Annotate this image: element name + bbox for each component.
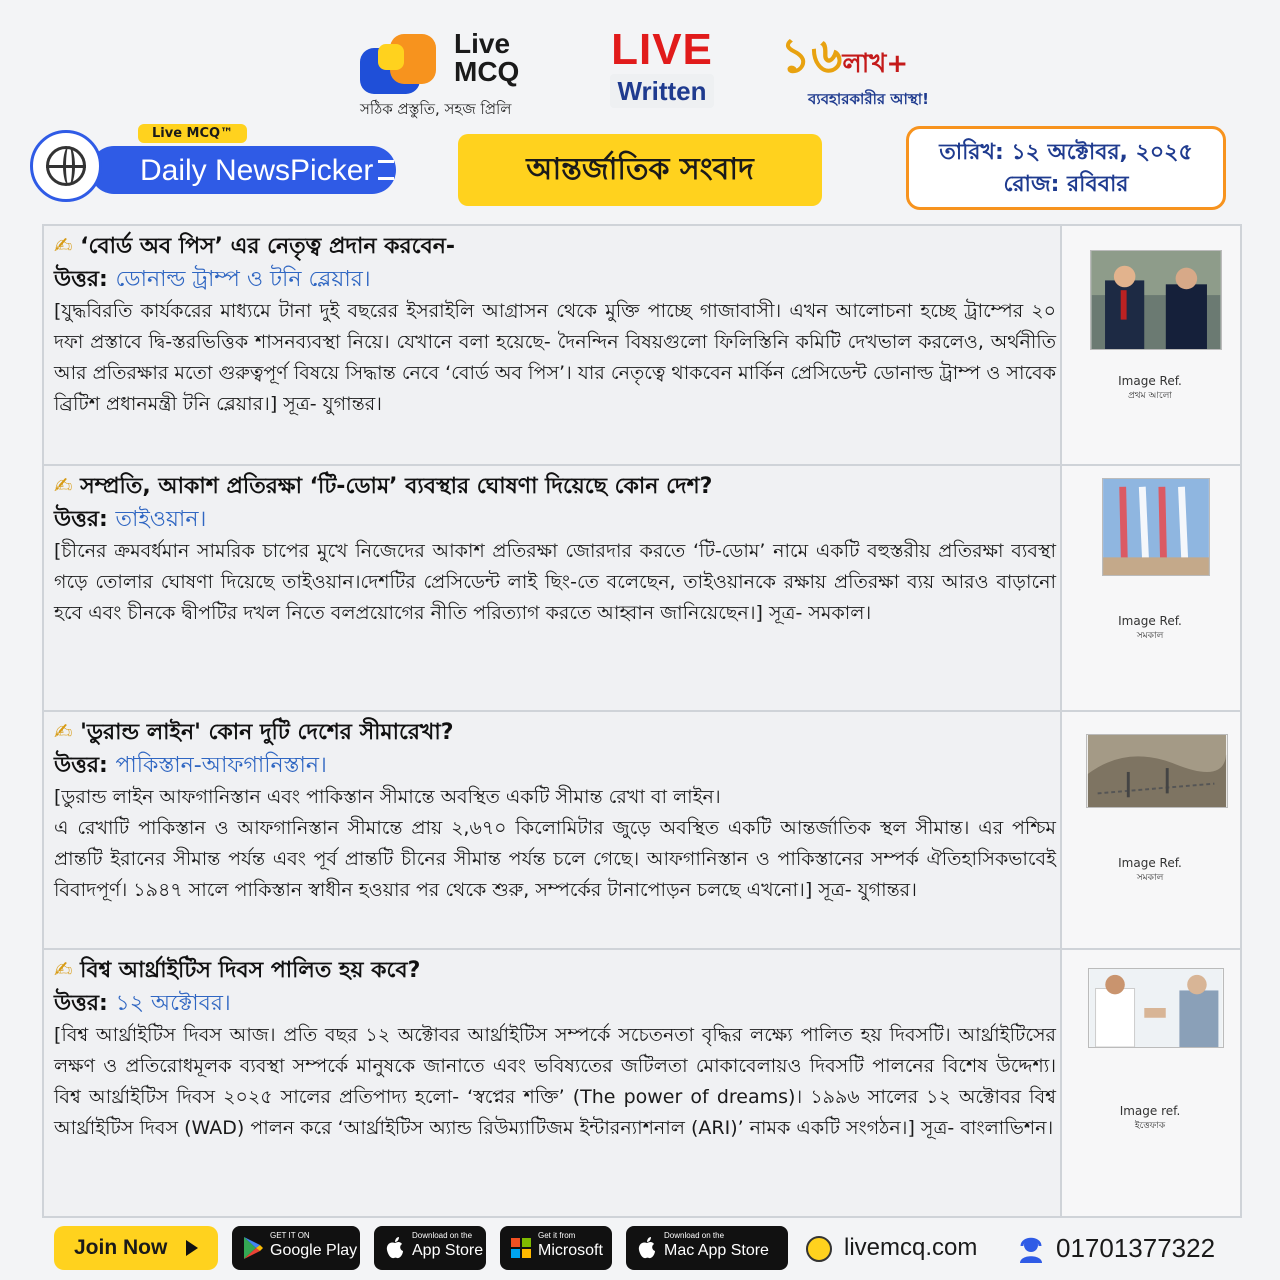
question: ✍ সম্প্রতি, আকাশ প্রতিরক্ষা ‘টি-ডোম’ ব্যবস্থার ঘোষণা দিয়েছে কোন দেশ? — [54, 474, 713, 499]
news-item-text — [54, 716, 1056, 906]
image-source: প্রথম আলো — [1128, 391, 1172, 401]
image-ref-cell — [1060, 950, 1240, 1216]
writing-hand-icon: ✍ — [54, 720, 73, 745]
livemcq-chip: Live MCQ™ — [138, 124, 247, 143]
google-play-small: GET IT ON — [270, 1231, 310, 1240]
microsoft-small: Get it from — [538, 1231, 576, 1240]
support-agent-icon — [1016, 1234, 1046, 1264]
image-source: ইত্তেফাক — [1134, 1121, 1166, 1131]
news-photo — [1088, 968, 1224, 1048]
app-store-big: App Store — [412, 1242, 484, 1259]
join-now-label: Join Now — [74, 1236, 168, 1259]
image-ref-cell — [1060, 712, 1240, 948]
explanation-line1: [ডুরান্ড লাইন আফগানিস্তান এবং পাকিস্তান সীমান্তে অবস্থিত একটি সীমান্ত রেখা বা লাইন। — [54, 786, 721, 808]
microsoft-big: Microsoft — [538, 1242, 603, 1259]
writing-hand-icon: ✍ — [54, 958, 73, 983]
live-label: LIVE — [611, 25, 713, 74]
writing-hand-icon: ✍ — [54, 474, 73, 499]
users-suffix: লাখ+ — [842, 49, 909, 79]
google-play-button[interactable] — [232, 1226, 360, 1270]
day-line: রোজ: রবিবার — [1003, 172, 1129, 197]
news-item — [44, 950, 1240, 1216]
news-item-text — [54, 230, 1056, 420]
newspicker-title: Daily NewsPicker — [140, 154, 374, 187]
website-text: livemcq.com — [844, 1234, 978, 1261]
news-item-text — [54, 954, 1056, 1144]
category-title: আন্তর্জাতিক সংবাদ — [458, 134, 822, 206]
image-ref-cell — [1060, 466, 1240, 710]
writing-hand-icon: ✍ — [54, 234, 73, 259]
footer — [0, 1222, 1280, 1280]
answer — [54, 264, 1056, 296]
news-globe-icon — [30, 130, 102, 202]
play-arrow-icon — [186, 1240, 198, 1256]
news-photo — [1086, 734, 1228, 808]
mac-app-store-button[interactable] — [626, 1226, 788, 1270]
image-ref: Image Ref. সমকাল — [1062, 614, 1238, 644]
explanation: এ রেখাটি পাকিস্তান ও আফগানিস্তান সীমান্তে প্রায় ২,৬৭০ কিলোমিটার জুড়ে অবস্থিত একটি আন্তর্জাতিক স্থল সীমান্ত। এর পশ্চিম প্রান্তটি ইরানের সীমান্ত পর্যন্ত এবং পূর্ব প্রান্তটি চীনের সীমান্ত পর্যন্ত চলে গেছে। আফগানিস্তান ও পাকিস্তানের সম্পর্ক ঐতিহাসিকভাবেই বিবাদপূর্ণ। ১৯৪৭ সালে পাকিস্তান স্বাধীন হওয়ার পর থেকে শুরু, সম্পর্কের টানাপোড়ন চলছে এখনো।] সূত্র- যুগান্তর। — [54, 817, 1056, 901]
news-item — [44, 466, 1240, 712]
microsoft-store-button[interactable] — [500, 1226, 612, 1270]
answer — [54, 988, 1056, 1020]
question: ✍ ‘বোর্ড অব পিস’ এর নেতৃত্ব প্রদান করবেন- — [54, 234, 455, 259]
brand-name-line2: MCQ — [454, 56, 520, 87]
globe-icon — [806, 1236, 832, 1262]
news-photo — [1090, 250, 1222, 350]
app-store-button[interactable] — [374, 1226, 486, 1270]
users-trust-badge — [780, 28, 970, 118]
daily-newspicker-badge — [30, 124, 400, 214]
live-written-badge — [610, 26, 714, 116]
answer-value: পাকিস্তান-আফগানিস্তান। — [115, 753, 327, 778]
explanation: [যুদ্ধবিরতি কার্যকরের মাধ্যমে টানা দুই বছরের ইসরাইলি আগ্রাসন থেকে মুক্তি পাচ্ছে গাজাবাসী। এখন আলোচনা হচ্ছে ট্রাম্পের ২০ দফা প্রস্তাবে দ্বি-স্তরভিত্তিক শাসনব্যবস্থা নিয়ে। যেখানে বলা হয়েছে- দৈনন্দিন বিষয়গুলো ফিলিস্তিনি কমিটি দেখভাল করলেও, অর্থনীতি আর প্রতিরক্ষার মতো গুরুত্বপূর্ণ বিষয়ে সিদ্ধান্ত নেবে ‘বোর্ড অব পিস’। যার নেতৃত্বে থাকবেন মার্কিন প্রেসিডেন্ট ডোনাল্ড ট্রাম্প ও সাবেক ব্রিটিশ প্রধানমন্ত্রী টনি ব্লেয়ার।] সূত্র- যুগান্তর। — [54, 300, 1056, 415]
users-count: ১৬ — [780, 28, 843, 84]
question: ✍ 'ডুরান্ড লাইন' কোন দুটি দেশের সীমারেখা? — [54, 720, 454, 745]
explanation: [চীনের ক্রমবর্ধমান সামরিক চাপের মুখে নিজেদের আকাশ প্রতিরক্ষা জোরদার করতে ‘টি-ডোম’ নামে একটি বহুস্তরীয় প্রতিরক্ষা ব্যবস্থা গড়ে তোলার ঘোষণা দিয়েছে তাইওয়ান।দেশটির প্রেসিডেন্ট লাই ছিং-তে বলেছেন, তাইওয়ানকে রক্ষায় প্রতিরক্ষা ব্যয় আরও বাড়ানো হবে এবং চীনকে দ্বীপটির দখল নিতে বলপ্রয়োগের নীতি পরিত্যাগ করতে আহ্বান জানিয়েছেন।] সূত্র- সমকাল। — [54, 540, 1056, 624]
answer-label: উত্তর: — [54, 991, 108, 1016]
image-ref: Image Ref. প্রথম আলো — [1062, 374, 1238, 404]
date-box — [906, 126, 1226, 210]
image-source: সমকাল — [1136, 873, 1164, 883]
news-panel — [42, 224, 1242, 1218]
news-item — [44, 226, 1240, 466]
brand-logo-block[interactable] — [360, 30, 560, 120]
apple-icon — [384, 1236, 406, 1260]
mac-store-small: Download on the — [664, 1231, 725, 1240]
question: ✍ বিশ্ব আর্থ্রাইটিস দিবস পালিত হয় কবে? — [54, 958, 421, 983]
news-item-text — [54, 470, 1056, 629]
brand-name-line1: Live — [454, 28, 511, 59]
google-play-big: Google Play — [270, 1242, 358, 1259]
microsoft-icon — [510, 1236, 532, 1260]
mac-store-big: Mac App Store — [664, 1242, 769, 1259]
users-subtitle: ব্যবহারকারীর আস্থা! — [808, 90, 930, 108]
answer-label: উত্তর: — [54, 267, 108, 292]
answer — [54, 504, 1056, 536]
news-item — [44, 712, 1240, 950]
answer-value: ১২ অক্টোবর। — [115, 991, 231, 1016]
answer-value: তাইওয়ান। — [115, 507, 207, 532]
image-ref-cell — [1060, 226, 1240, 464]
answer-label: উত্তর: — [54, 753, 108, 778]
answer — [54, 750, 1056, 782]
menu-lines-icon — [378, 160, 394, 180]
image-ref: Image Ref. সমকাল — [1062, 856, 1238, 886]
explanation: [বিশ্ব আর্থ্রাইটিস দিবস আজ। প্রতি বছর ১২ অক্টোবর আর্থ্রাইটিস সম্পর্কে সচেতনতা বৃদ্ধির লক্ষ্যে পালিত হয় দিবসটি। আর্থ্রাইটিসের লক্ষণ ও প্রতিরোধমূলক ব্যবস্থা সম্পর্কে মানুষকে জানাতে এবং ভবিষ্যতের জটিলতা মোকাবেলায়ও দিবসটি পালনের বিশেষ উদ্দেশ্য। বিশ্ব আর্থ্রাইটিস দিবস ২০২৫ সালের প্রতিপাদ্য হলো- ‘স্বপ্নের শক্তি’ (The power of dreams)। ১৯৯৬ সালের ১২ অক্টোবর বিশ্ব আর্থ্রাইটিস দিবস (WAD) পালন করে ‘আর্থ্রাইটিস অ্যান্ড রিউম্যাটিজম ইন্টারন্যাশনাল (ARI)’ নামক একটি সংগঠন।] সূত্র- বাংলাভিশন। — [54, 1024, 1056, 1139]
phone-number: 01701377322 — [1056, 1233, 1216, 1263]
header — [0, 0, 1280, 220]
google-play-icon — [242, 1236, 264, 1260]
answer-label: উত্তর: — [54, 507, 108, 532]
answer-value: ডোনাল্ড ট্রাম্প ও টনি ব্লেয়ার। — [115, 267, 371, 292]
brand-name — [454, 30, 519, 86]
join-now-button[interactable] — [54, 1226, 218, 1270]
image-ref: Image ref. ইত্তেফাক — [1062, 1104, 1238, 1134]
app-store-small: Download on the — [412, 1231, 473, 1240]
written-label: Written — [610, 74, 714, 108]
image-source: সমকাল — [1136, 631, 1164, 641]
news-photo — [1102, 478, 1210, 576]
livemcq-logo-icon — [360, 34, 440, 94]
date-line: তারিখ: ১২ অক্টোবর, ২০২৫ — [939, 140, 1193, 165]
apple-icon — [636, 1236, 658, 1260]
brand-tagline: সঠিক প্রস্তুতি, সহজ প্রিলি — [360, 100, 512, 118]
